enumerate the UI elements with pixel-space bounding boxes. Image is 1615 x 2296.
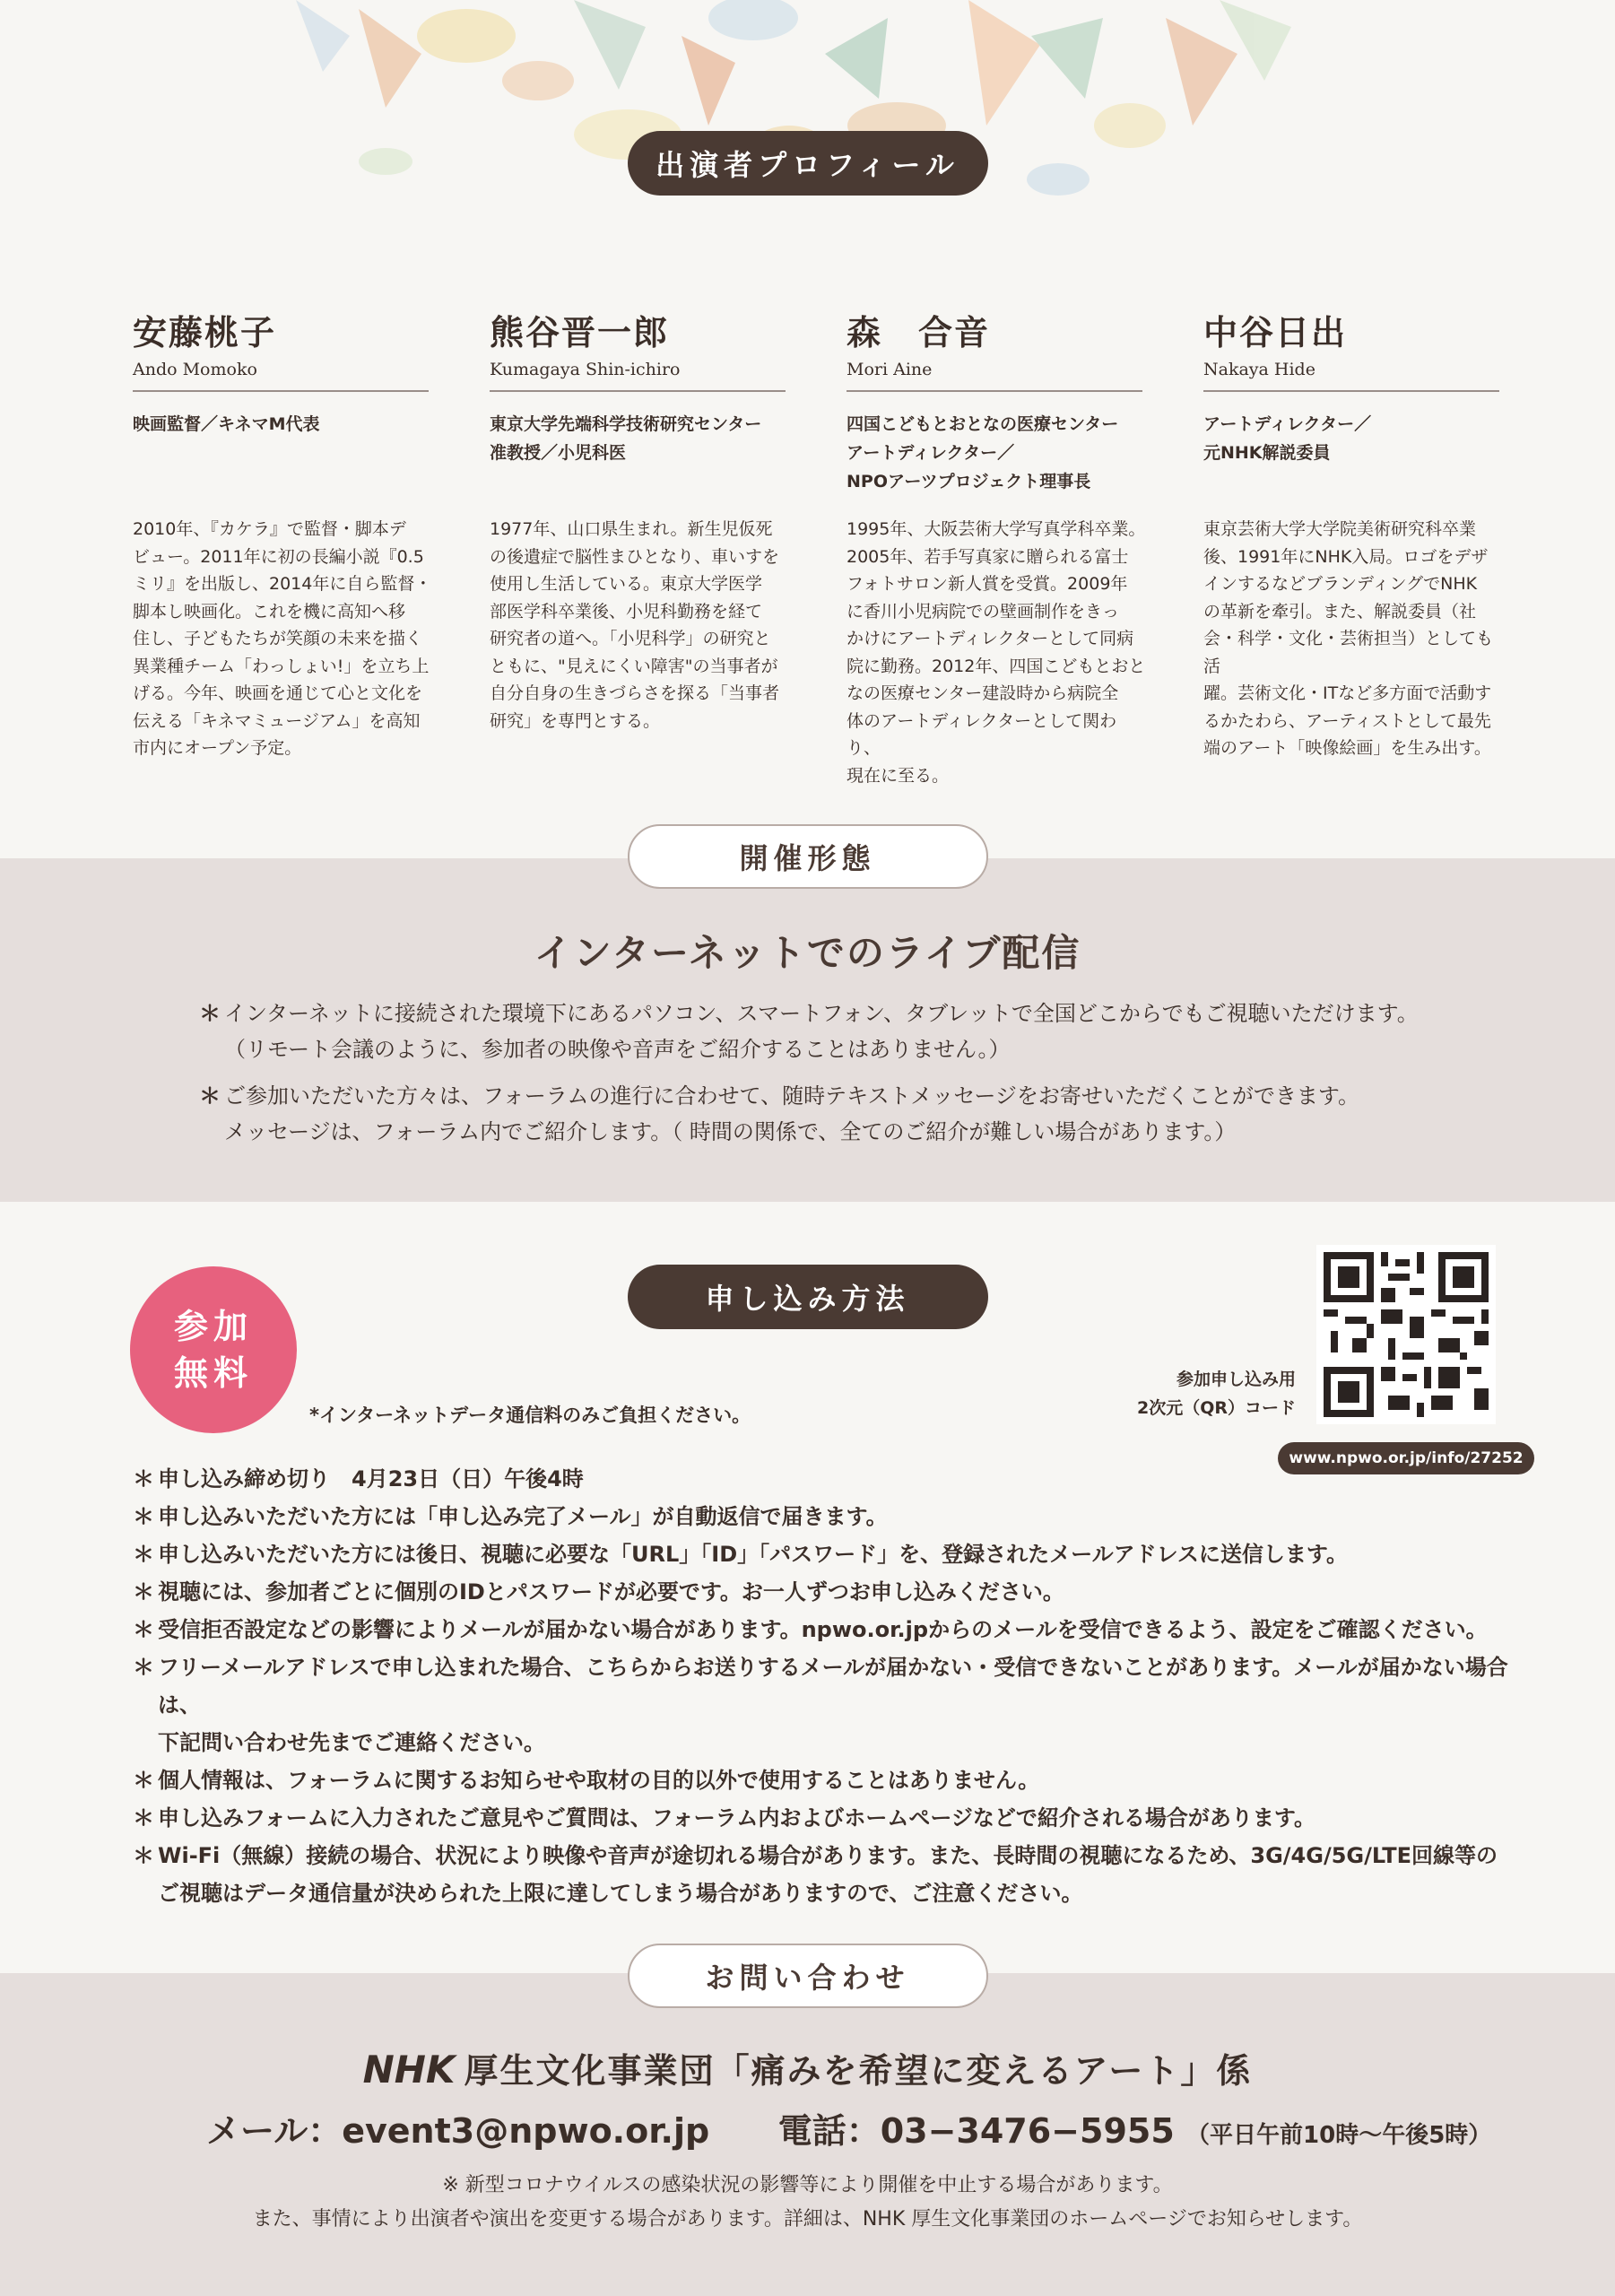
note-line: ご参加いただいた方々は、フォーラムの進行に合わせて、随時テキストメッセージをお寄せいただくことができます。: [224, 1083, 1359, 1109]
profile-title-line: 四国こどもとおとなの医療センター: [847, 414, 1119, 434]
asterisk-icon: ＊: [133, 1843, 154, 1868]
item-line: 申し込み締め切り 4月23日（日）午後4時: [158, 1466, 584, 1492]
bio-line: 院に勤務。2012年、四国こどもとおと: [847, 656, 1146, 676]
profile-nakaya: [1203, 309, 1499, 758]
bio-line: 使用し生活している。東京大学医学: [490, 574, 763, 594]
divider: [847, 390, 1142, 392]
bio-line: 東京芸術大学大学院美術研究科卒業: [1203, 519, 1477, 539]
item-line: 受信拒否設定などの影響によりメールが届かない場合があります。npwo.or.jpからのメールを受信できるよう、設定をご確認ください。: [158, 1617, 1488, 1642]
list-item: [133, 1837, 1532, 1912]
bio-line: 自分自身の生きづらさを探る「当事者: [490, 683, 780, 703]
note-line: メッセージは、フォーラム内でご紹介します。（ 時間の関係で、全てのご紹介が難しい場合があります。）: [224, 1119, 1237, 1144]
profile-bio: [133, 516, 433, 762]
item-line: 視聴には、参加者ごとに個別のIDとパスワードが必要です。お一人ずつお申し込みください。: [158, 1579, 1064, 1605]
bio-line: 研究者の道へ。「小児科学」の研究と: [490, 629, 771, 648]
bio-line: 会・科学・文化・芸術担当）としても活: [1203, 629, 1494, 676]
list-item: [133, 1648, 1532, 1761]
apply-heading: 申し込み方法: [628, 1265, 988, 1329]
profile-roman-name: Mori Aine: [847, 360, 933, 379]
asterisk-icon: ＊: [133, 1466, 154, 1492]
profile-roman-name: Kumagaya Shin-ichiro: [490, 360, 681, 379]
profile-bio: [847, 516, 1147, 789]
bio-line: 2005年、若手写真家に贈られる富士: [847, 546, 1129, 567]
profile-name: 中谷日出: [1203, 313, 1348, 352]
asterisk-icon: ＊: [133, 1617, 154, 1642]
profile-bio: [1203, 516, 1504, 762]
list-item: [133, 1498, 1532, 1535]
profile-title-line: 東京大学先端科学技術研究センター: [490, 414, 762, 434]
disclaimer-line: ※ 新型コロナウイルスの感染状況の影響等により開催を中止する場合があります。: [442, 2174, 1173, 2196]
profile-name: 安藤桃子: [133, 313, 277, 352]
list-item: [133, 1761, 1532, 1799]
format-title: インターネットでのライブ配信: [534, 931, 1081, 975]
profiles-heading: 出演者プロフィール: [628, 131, 988, 196]
format-heading: 開催形態: [628, 824, 988, 889]
asterisk-icon: ＊: [133, 1504, 154, 1529]
profile-ando: [133, 309, 432, 758]
asterisk-icon: ＊: [199, 1001, 221, 1026]
profile-mori: [847, 309, 1146, 786]
bio-line: 1977年、山口県生まれ。新生児仮死: [490, 519, 773, 539]
profile-kumagaya: [490, 309, 786, 731]
disclaimers: [0, 2169, 1615, 2237]
asterisk-icon: ＊: [133, 1542, 154, 1567]
profile-title-line: アートディレクター／: [847, 443, 1015, 463]
bio-line: 躍。芸術文化・ITなど多方面で活動す: [1203, 683, 1492, 703]
format-notes: [199, 996, 1499, 1161]
list-item: [133, 1535, 1532, 1573]
contact-details: [206, 2103, 1492, 2152]
bio-line: 端のアート「映像絵画」を生み出す。: [1203, 738, 1491, 758]
list-item: [133, 1460, 1532, 1498]
note-line: インターネットに接続された環境下にあるパソコン、スマートフォン、タブレットで全国どこからでもご視聴いただけます。: [224, 1001, 1419, 1026]
apply-list: [133, 1460, 1532, 1912]
profile-title: [133, 410, 429, 439]
list-item: [133, 1573, 1532, 1611]
format-note: [199, 1078, 1499, 1150]
profile-roman-name: Nakaya Hide: [1203, 360, 1315, 379]
bio-line: 体のアートディレクターとして関わり、: [847, 710, 1117, 758]
bio-line: 研究」を専門とする。: [490, 710, 661, 731]
bio-line: 住し、子どもたちが笑顔の未来を描く: [133, 629, 423, 648]
list-item: [133, 1611, 1532, 1648]
bio-line: るかたわら、アーティストとして最先: [1203, 710, 1491, 731]
item-line: ご視聴はデータ通信量が決められた上限に達してしまう場合がありますので、ご注意ください。: [158, 1881, 1083, 1906]
bio-line: 伝える「キネマミュージアム」を高知: [133, 710, 421, 731]
bio-line: 後、1991年にNHK入局。ロゴをデザ: [1203, 546, 1489, 567]
bio-line: げる。今年、映画を通じて心と文化を: [133, 683, 423, 703]
asterisk-icon: ＊: [199, 1083, 221, 1109]
bio-line: 2010年、『カケラ』で監督・脚本デ: [133, 519, 406, 539]
bio-line: 市内にオープン予定。: [133, 738, 302, 758]
bio-line: 脚本し映画化。これを機に高知へ移: [133, 601, 406, 622]
qr-label-line: 2次元（QR）コード: [1136, 1398, 1296, 1418]
asterisk-icon: ＊: [133, 1768, 154, 1793]
bio-line: 1995年、大阪芸術大学写真学科卒業。: [847, 519, 1146, 539]
badge-line: 無料: [173, 1353, 253, 1393]
bio-line: フォトサロン新人賞を受賞。2009年: [847, 574, 1128, 594]
profile-title-line: 映画監督／キネマM代表: [133, 414, 320, 434]
bio-line: ビュー。2011年に初の長編小説『0.5: [133, 546, 424, 567]
bio-line: 部医学科卒業後、小児科勤務を経て: [490, 601, 763, 622]
item-line: 申し込みいただいた方には後日、視聴に必要な「URL」「ID」「パスワード」を、登録されたメールアドレスに送信します。: [158, 1542, 1348, 1567]
profile-title: [1203, 410, 1499, 467]
item-line: 申し込みいただいた方には「申し込み完了メール」が自動返信で届きます。: [158, 1504, 888, 1529]
bio-line: かけにアートディレクターとして同病: [847, 629, 1134, 648]
item-line: Wi-Fi（無線）接続の場合、状況により映像や音声が途切れる場合があります。また、長時間の視聴になるため、3G/4G/5G/LTE回線等の: [158, 1843, 1498, 1868]
badge-line: 参加: [173, 1307, 253, 1346]
item-line: 下記問い合わせ先までご連絡ください。: [158, 1730, 545, 1755]
profile-title-line: 元NHK解説委員: [1203, 443, 1331, 463]
item-line: フリーメールアドレスで申し込まれた場合、こちらからお送りするメールが届かない・受信できないことがあります。メールが届かない場合は、: [158, 1655, 1508, 1718]
asterisk-icon: ＊: [133, 1805, 154, 1831]
qr-label-line: 参加申し込み用: [1176, 1370, 1296, 1389]
list-item: [133, 1799, 1532, 1837]
organization-name: 厚生文化事業団「痛みを希望に変えるアート」係: [464, 2051, 1253, 2091]
qr-code[interactable]: [1316, 1245, 1496, 1424]
contact-organization: [0, 2043, 1615, 2092]
format-note: [199, 996, 1499, 1067]
free-badge: [130, 1266, 297, 1433]
divider: [1203, 390, 1499, 392]
divider: [490, 390, 786, 392]
disclaimer-line: また、事情により出演者や演出を変更する場合があります。詳細は、NHK 厚生文化事業団のホームページでお知らせします。: [252, 2208, 1363, 2231]
contact-phone[interactable]: 電話：03−3476−5955: [777, 2111, 1175, 2151]
bio-line: ミリ』を出版し、2014年に自ら監督・: [133, 574, 432, 594]
contact-heading: お問い合わせ: [628, 1944, 988, 2008]
profile-name: 森 合音: [847, 313, 991, 352]
qr-code-icon: [1316, 1245, 1496, 1424]
bio-line: ともに、"見えにくい障害"の当事者が: [490, 656, 778, 676]
bio-line: なの医療センター建設時から病院全: [847, 683, 1119, 703]
nhk-logo: NHK: [362, 2048, 456, 2092]
asterisk-icon: ＊: [133, 1579, 154, 1605]
profile-title-line: アートディレクター／: [1203, 414, 1372, 434]
bio-line: 現在に至る。: [847, 765, 950, 786]
contact-hours: （平日午前10時〜午後5時）: [1186, 2122, 1492, 2149]
bio-line: に香川小児病院での壁画制作をきっ: [847, 601, 1120, 622]
profile-title-line: NPOアーツプロジェクト理事長: [847, 472, 1091, 491]
contact-email[interactable]: メール：event3@npwo.or.jp: [206, 2111, 710, 2151]
bio-line: 異業種チーム「わっしょい!」を立ち上: [133, 656, 430, 676]
profile-title: [847, 410, 1142, 496]
bio-line: の革新を牽引。また、解説委員（社: [1203, 601, 1477, 622]
profile-roman-name: Ando Momoko: [133, 360, 257, 379]
asterisk-icon: ＊: [133, 1655, 154, 1680]
bio-line: の後遺症で脳性まひとなり、車いすを: [490, 546, 780, 567]
note-line: （リモート会議のように、参加者の映像や音声をご紹介することはありません。）: [224, 1037, 1011, 1062]
profile-title-line: 准教授／小児科医: [490, 443, 627, 463]
divider: [133, 390, 429, 392]
profile-bio: [490, 516, 790, 735]
profile-title: [490, 410, 786, 467]
item-line: 個人情報は、フォーラムに関するお知らせや取材の目的以外で使用することはありません。: [158, 1768, 1040, 1793]
profile-name: 熊谷晋一郎: [490, 313, 670, 352]
item-line: 申し込みフォームに入力されたご意見やご質問は、フォーラム内およびホームページなどで紹介される場合があります。: [158, 1805, 1315, 1831]
qr-label: [1103, 1365, 1296, 1422]
bio-line: インするなどブランディングでNHK: [1203, 574, 1478, 594]
url-link[interactable]: www.npwo.or.jp/info/27252: [1278, 1442, 1534, 1474]
free-note: *インターネットデータ通信料のみご負担ください。: [309, 1405, 751, 1426]
